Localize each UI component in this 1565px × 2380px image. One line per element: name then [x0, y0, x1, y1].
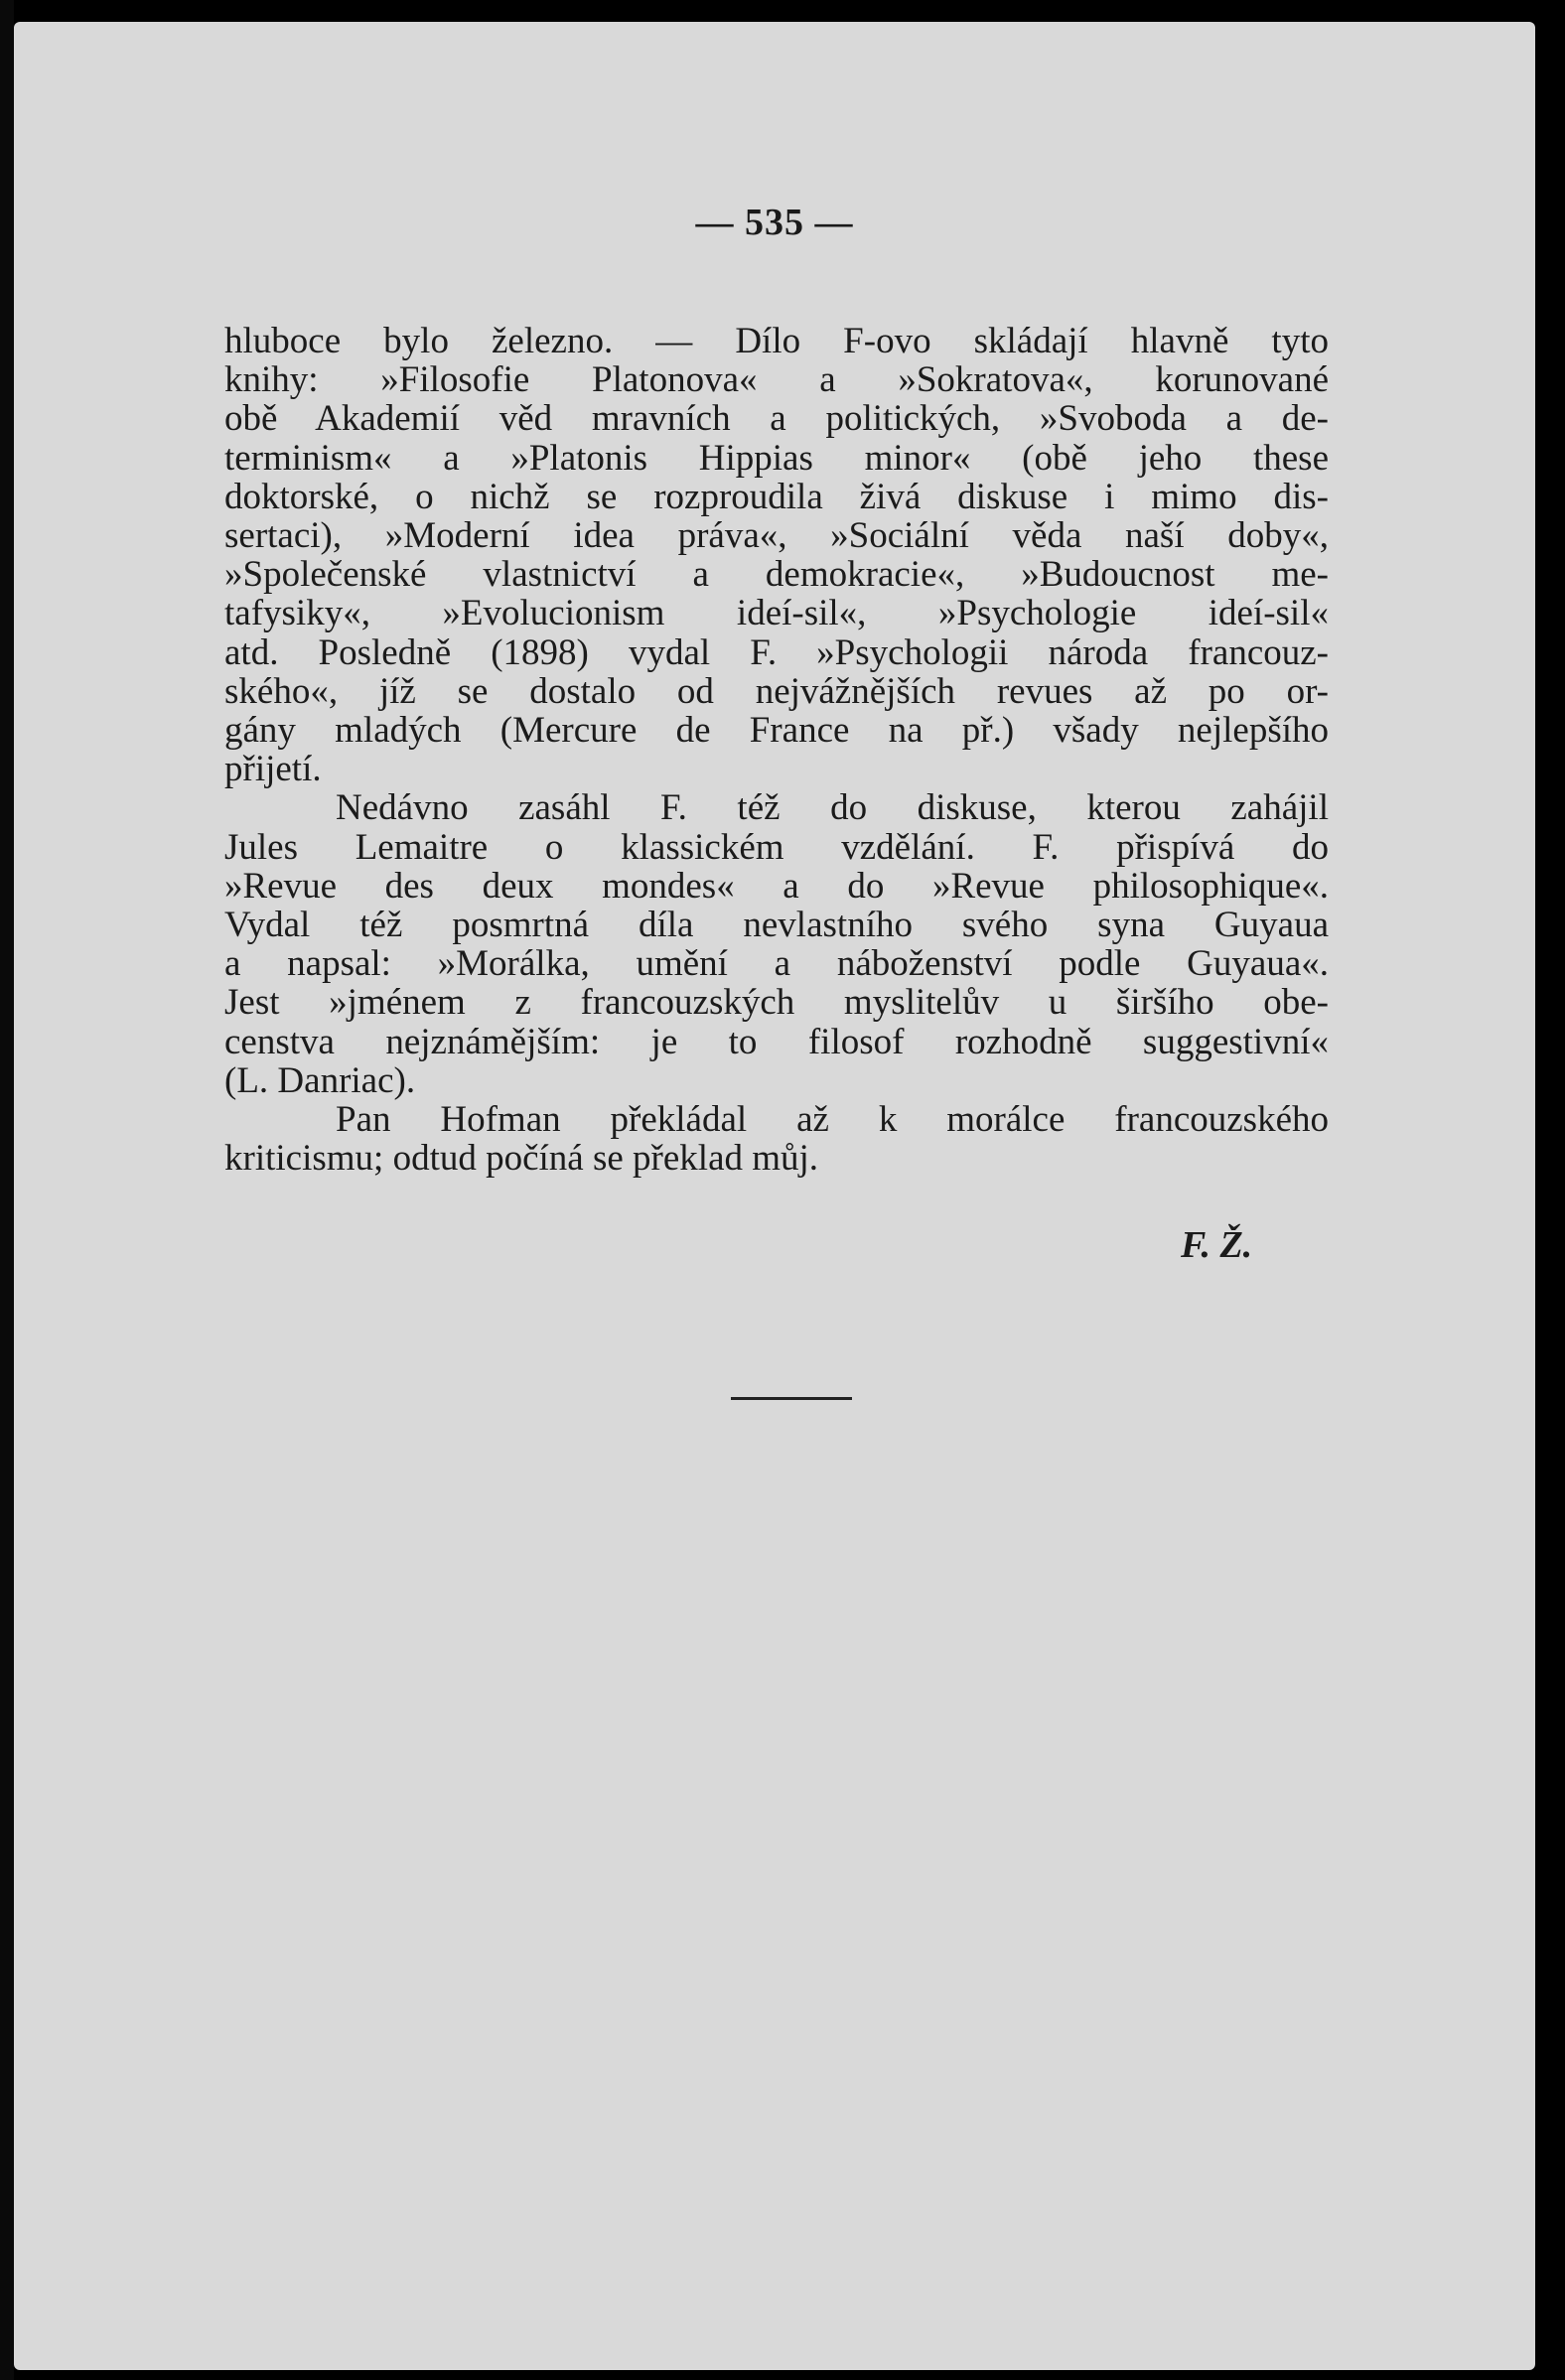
text-line: (L. Danriac).: [224, 1060, 416, 1101]
paragraph-container: [224, 322, 1329, 1178]
paragraph: [224, 322, 1329, 788]
paragraph: [224, 1100, 1329, 1178]
text-line: Pan Hofman překládal až k morálce francouzského: [336, 1100, 1329, 1140]
text-line: doktorské, o nichž se rozproudila živá diskuse i mimo dis-: [224, 477, 1329, 517]
end-rule: [731, 1397, 852, 1400]
text-line: ského«, jíž se dostalo od nejvážnějších revues až po or-: [224, 671, 1329, 712]
text-line: přijetí.: [224, 750, 322, 789]
text-line: Nedávno zasáhl F. též do diskuse, kterou zahájil: [336, 788, 1329, 828]
text-line: terminism« a »Platonis Hippias minor« (obě jeho these: [224, 438, 1329, 478]
text-line: Vydal též posmrtná díla nevlastního svého syna Guyaua: [224, 906, 1329, 945]
text-line: »Revue des deux mondes« a do »Revue philosophique«.: [224, 866, 1329, 907]
text-line: censtva nejznámějším: je to filosof rozhodně suggestivní«: [224, 1022, 1329, 1061]
text-line: Jest »jménem z francouzských myslitelův u širšího obe-: [224, 983, 1329, 1023]
text-line: gány mladých (Mercure de France na př.) všady nejlepšího: [224, 711, 1329, 751]
signature: F. Ž.: [1181, 1224, 1253, 1266]
text-line: hluboce bylo železno. — Dílo F-ovo skládají hlavně tyto: [224, 322, 1329, 361]
text-line: sertaci), »Moderní idea práva«, »Sociální věda naší doby«,: [224, 516, 1329, 556]
text-line: knihy: »Filosofie Platonova« a »Sokratova«, korunované: [224, 360, 1329, 400]
body-text: [224, 322, 1329, 1178]
page-number: — 535 —: [695, 202, 854, 243]
text-line: Jules Lemaitre o klassickém vzdělání. F. přispívá do: [224, 827, 1329, 867]
text-line: obě Akademií věd mravních a politických, »Svoboda a de-: [224, 399, 1329, 439]
paragraph: [224, 788, 1329, 1100]
text-line: kriticismu; odtud počíná se překlad můj.: [224, 1139, 819, 1179]
document-page: [14, 22, 1535, 2370]
text-line: tafysiky«, »Evolucionism ideí-sil«, »Psychologie ideí-sil«: [224, 594, 1329, 633]
scan-edge: [0, 0, 14, 2380]
text-line: »Společenské vlastnictví a demokracie«, »Budoucnost me-: [224, 555, 1329, 595]
text-line: atd. Posledně (1898) vydal F. »Psychologii národa francouz-: [224, 632, 1329, 672]
text-line: a napsal: »Morálka, umění a náboženství podle Guyaua«.: [224, 944, 1329, 984]
